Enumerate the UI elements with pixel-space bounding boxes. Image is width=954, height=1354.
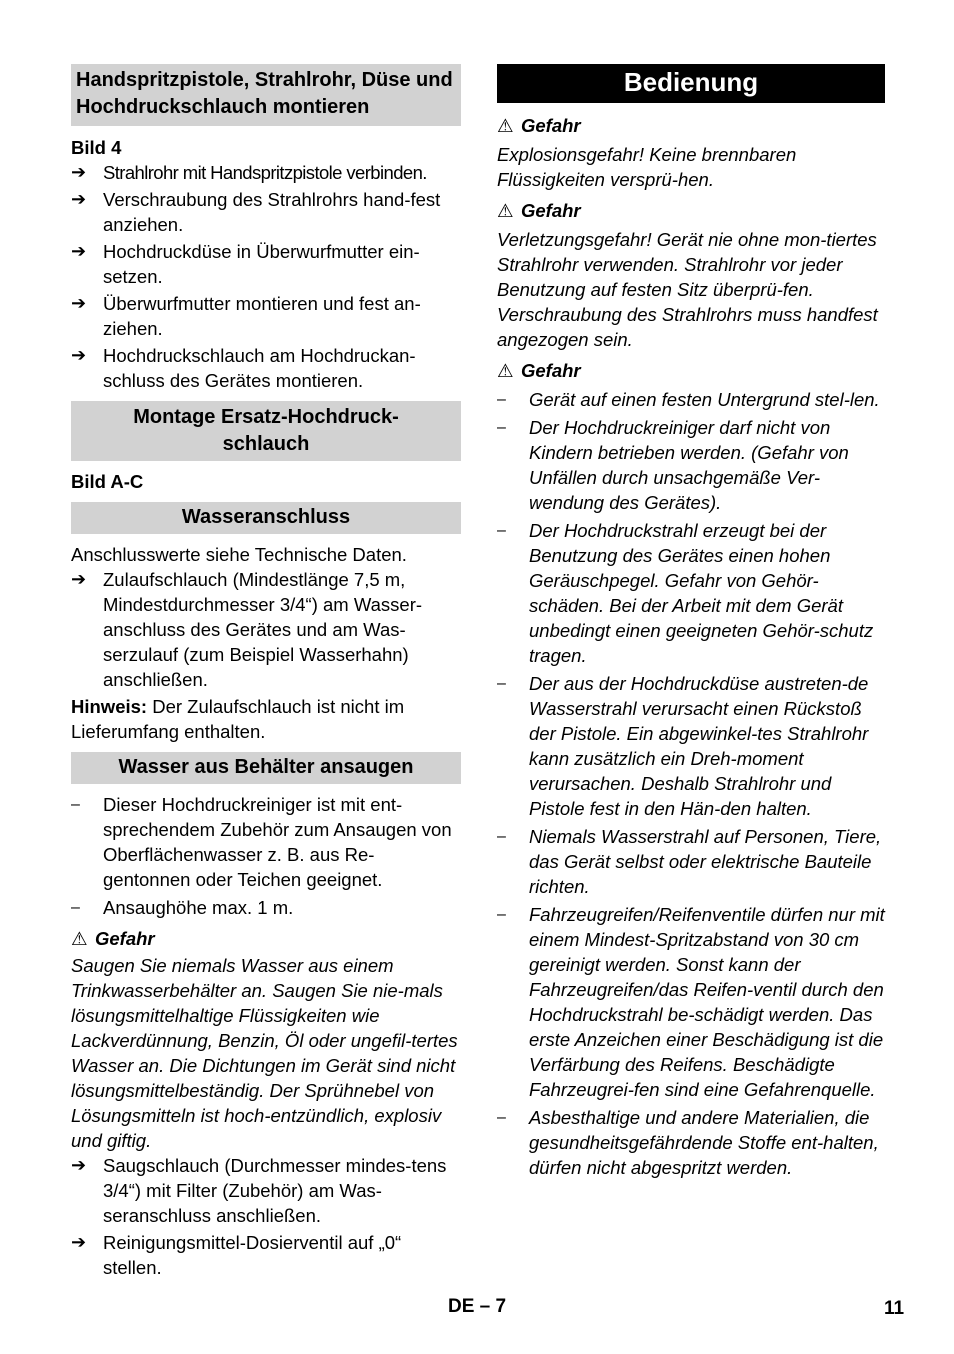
- arrow-right-icon: ➔: [71, 162, 87, 182]
- warning-heading: ⚠ Gefahr: [497, 115, 581, 136]
- hinweis-note: Hinweis: Der Zulaufschlauch ist nicht im Lieferumfang enthalten.: [71, 696, 405, 742]
- warning-triangle-icon: ⚠: [497, 200, 514, 221]
- list-item: – Asbesthaltige und andere Materialien, die gesundheitsgefährdende Stoffe ent-halten, dürfen nicht abgespritzt werden.: [497, 1107, 879, 1178]
- figure-ref-bild4: Bild 4: [71, 137, 122, 158]
- warning-triangle-icon: ⚠: [497, 360, 514, 381]
- left-column: [71, 64, 461, 1282]
- warning-text: Explosionsgefahr! Keine brennbaren Flüssigkeiten versprü-hen.: [497, 144, 797, 190]
- list-item: ➔ Hochdruckschlauch am Hochdruckan-schluss des Gerätes montieren.: [71, 345, 416, 391]
- right-column: [497, 64, 885, 1183]
- steps-list-wasseranschluss: [71, 567, 461, 692]
- section-title-bedienung: Bedienung: [497, 64, 885, 103]
- arrow-right-icon: ➔: [71, 189, 87, 209]
- list-item: ➔ Verschraubung des Strahlrohrs hand-fest anziehen.: [71, 189, 441, 235]
- footer-page-number: 11: [884, 1298, 905, 1319]
- section-heading-ersatz-schlauch: Montage Ersatz-Hochdruck-schlauch: [71, 401, 461, 461]
- dash-list-safety: [497, 387, 885, 1180]
- list-item: ➔ Saugschlauch (Durchmesser mindes-tens 3/4“) mit Filter (Zubehör) am Was-seranschluss anschließen.: [71, 1155, 447, 1226]
- list-item: – Der Hochdruckreiniger darf nicht von Kindern betrieben werden. (Gefahr von Unfällen durch unsachgemäße Ver-wendung des Gerätes).: [497, 417, 849, 513]
- list-item: – Dieser Hochdruckreiniger ist mit ent-sprechendem Zubehör zum Ansaugen von Oberflächenwasser z. B. aus Re-gentonnen oder Teichen geeignet.: [71, 794, 452, 890]
- section-heading-montieren: Handspritzpistole, Strahlrohr, Düse und Hochdruckschlauch montieren: [71, 64, 461, 126]
- list-item: ➔ Überwurfmutter montieren und fest an-ziehen.: [71, 293, 421, 339]
- steps-list-montieren: [71, 160, 461, 393]
- list-item: – Der aus der Hochdruckdüse austreten-de Wasserstrahl verursacht einen Rückstoß der Pistole. Ein abgewinkel-tes Strahlrohr kann zusätzlich ein Dreh-moment verursachen. Deshalb Strahlrohr und Pistole fest in den Hän-den halten.: [497, 673, 869, 819]
- warning-heading: ⚠ Gefahr: [497, 200, 581, 221]
- arrow-right-icon: ➔: [71, 345, 87, 365]
- arrow-right-icon: ➔: [71, 241, 87, 261]
- list-item: – Gerät auf einen festen Untergrund stel-len.: [497, 389, 880, 410]
- list-item: – Fahrzeugreifen/Reifenventile dürfen nur mit einem Mindest-Spritzabstand von 30 cm gereinigt werden. Sonst kann der Fahrzeugreifen/das Reifen-ventil durch den Hochdruckstrahl be-schädigt werden. Das erste Anzeichen einer Beschädigung ist die Verfärbung des Reifens. Beschädigte Fahrzeugrei-fen sind eine Gefahrenquelle.: [497, 904, 885, 1100]
- steps-list-saugschlauch: [71, 1153, 461, 1280]
- warning-text: Verletzungsgefahr! Gerät nie ohne mon-tiertes Strahlrohr verwenden. Strahlrohr vor jeder Benutzung auf festen Sitz überprü-fen. Verschraubung des Strahlrohrs muss handfest angezogen sein.: [497, 229, 878, 350]
- warning-triangle-icon: ⚠: [71, 928, 88, 949]
- warning-heading: ⚠ Gefahr: [497, 360, 581, 381]
- arrow-right-icon: ➔: [71, 293, 87, 313]
- section-heading-wasseranschluss: Wasseranschluss: [71, 502, 461, 534]
- dash-list-ansaugen: [71, 792, 461, 920]
- list-item: ➔ Reinigungsmittel-Dosierventil auf „0“ stellen.: [71, 1232, 402, 1278]
- list-item: ➔ Zulaufschlauch (Mindestlänge 7,5 m, Mindestdurchmesser 3/4“) am Wasser-anschluss des Gerätes und am Was-serzulauf (zum Beispiel Wasserhahn) anschließen.: [71, 569, 423, 690]
- list-item: – Der Hochdruckstrahl erzeugt bei der Benutzung des Gerätes einen hohen Geräuschpegel. Gefahr von Gehör-schäden. Bei der Arbeit mit dem Gerät unbedingt einen geeigneten Gehör-schutz tragen.: [497, 520, 874, 666]
- anschluss-text: Anschlusswerte siehe Technische Daten.: [71, 544, 407, 565]
- arrow-right-icon: ➔: [71, 1232, 87, 1252]
- list-item: – Niemals Wasserstrahl auf Personen, Tiere, das Gerät selbst oder elektrische Bauteile richten.: [497, 826, 882, 897]
- list-item: – Ansaughöhe max. 1 m.: [71, 897, 294, 918]
- arrow-right-icon: ➔: [71, 1155, 87, 1175]
- footer-language-page: DE – 7: [448, 1296, 507, 1317]
- list-item: ➔ Hochdruckdüse in Überwurfmutter ein-setzen.: [71, 241, 420, 287]
- arrow-right-icon: ➔: [71, 569, 87, 589]
- list-item: ➔ Strahlrohr mit Handspritzpistole verbinden.: [71, 162, 427, 183]
- warning-text: Saugen Sie niemals Wasser aus einem Trinkwasserbehälter an. Saugen Sie nie-mals lösungsmittelhaltige Flüssigkeiten wie Lackverdünnung, Benzin, Öl oder ungefil-tertes Wasser an. Die Dichtungen im Gerät sind nicht lösungsmittelbeständig. Der Sprühnebel von Lösungsmitteln ist hoch-entzündlich, explosiv und giftig.: [71, 955, 458, 1151]
- warning-triangle-icon: ⚠: [497, 115, 514, 136]
- figure-ref-bild-ac: Bild A-C: [71, 471, 144, 492]
- warning-heading: ⚠ Gefahr: [71, 928, 155, 949]
- section-heading-ansaugen: Wasser aus Behälter ansaugen: [71, 752, 461, 784]
